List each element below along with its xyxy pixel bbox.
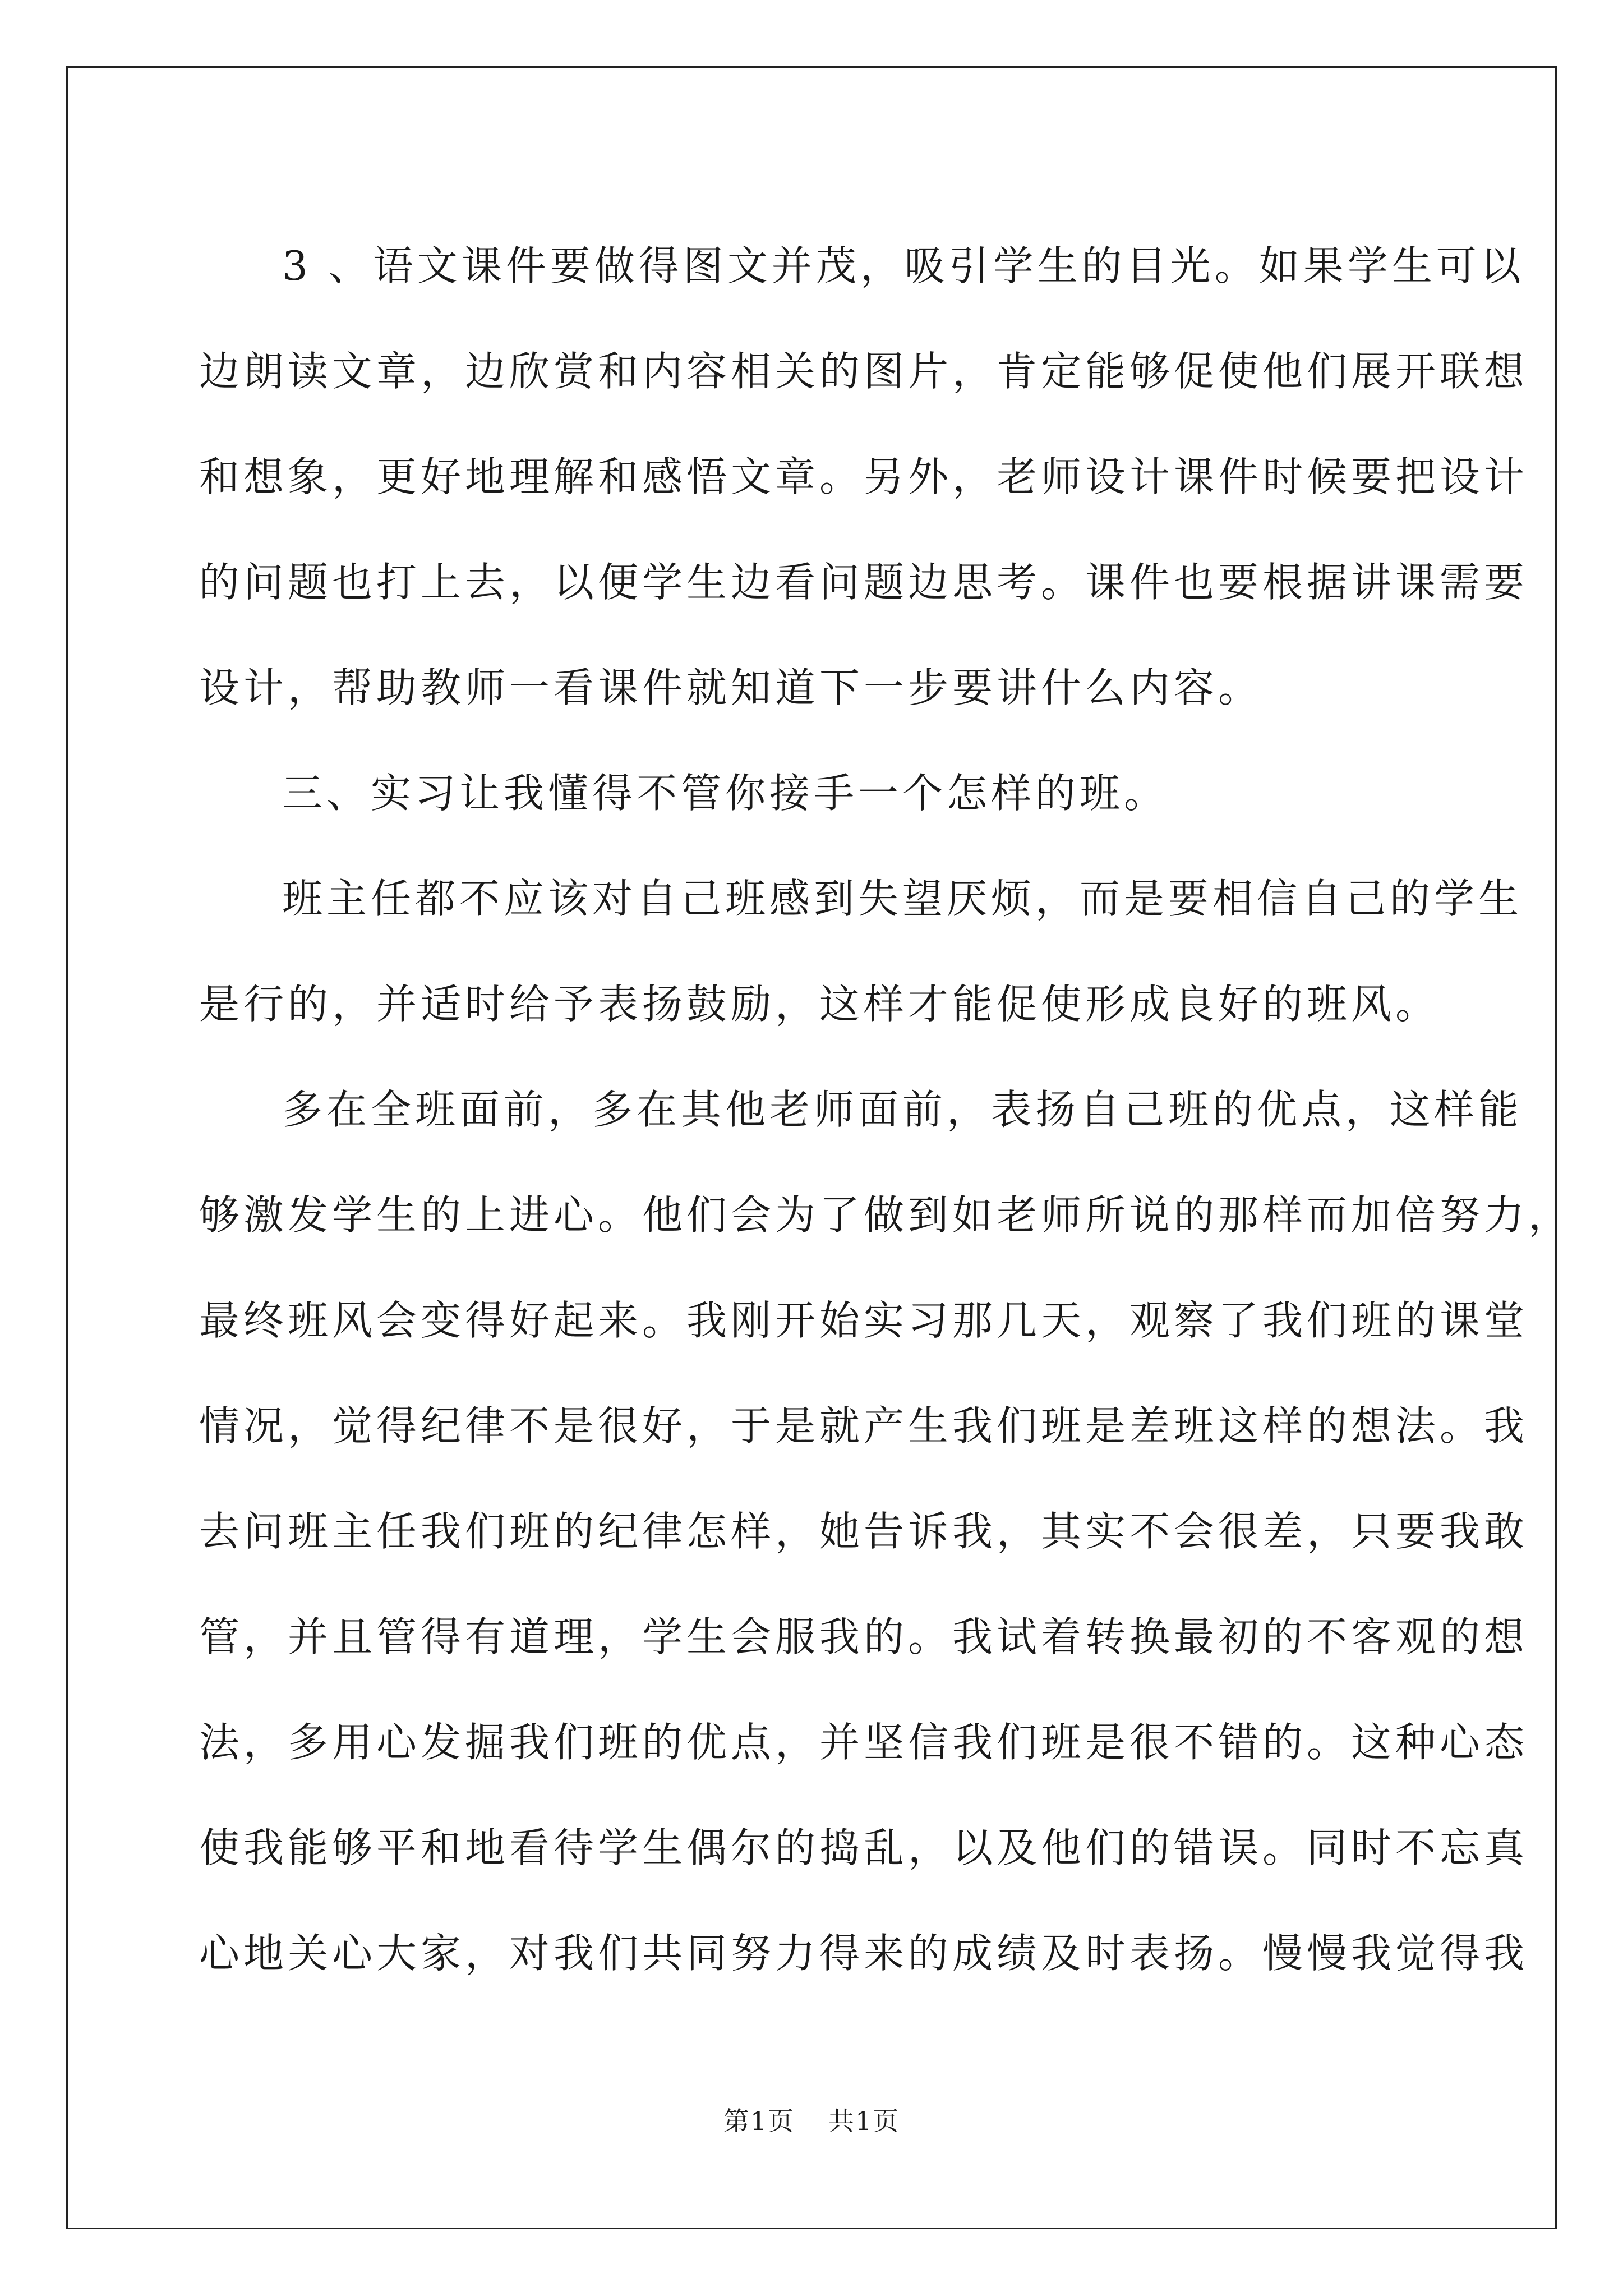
page-current: 第1页 (723, 2106, 795, 2136)
paragraph-1-line-3: 和想象，更好地理解和感悟文章。另外，老师设计课件时候要把设计 (199, 453, 1529, 500)
paragraph-4-line-2: 够激发学生的上进心。他们会为了做到如老师所说的那样而加倍努力， (199, 1191, 1573, 1239)
paragraph-1-line-2: 边朗读文章，边欣赏和内容相关的图片，肯定能够促使他们展开联想 (199, 348, 1529, 395)
page-footer (0, 2101, 1623, 2138)
paragraph-4-line-4: 情况，觉得纪律不是很好，于是就产生我们班是差班这样的想法。我 (199, 1402, 1529, 1450)
paragraph-4-line-5: 去问班主任我们班的纪律怎样，她告诉我，其实不会很差，只要我敢 (199, 1508, 1529, 1555)
paragraph-3-line-1: 班主任都不应该对自己班感到失望厌烦，而是要相信自己的学生 (282, 875, 1523, 922)
paragraph-4-line-3: 最终班风会变得好起来。我刚开始实习那几天，观察了我们班的课堂 (199, 1297, 1529, 1344)
paragraph-1-line-4: 的问题也打上去，以便学生边看问题边思考。课件也要根据讲课需要 (199, 559, 1529, 606)
paragraph-4-line-9: 心地关心大家，对我们共同努力得来的成绩及时表扬。慢慢我觉得我 (199, 1930, 1529, 1977)
paragraph-1-line-1: 3 、语文课件要做得图文并茂，吸引学生的目光。如果学生可以 (282, 242, 1525, 289)
document-body (199, 213, 1573, 2006)
paragraph-2-line-1: 三、实习让我懂得不管你接手一个怎样的班。 (282, 770, 1169, 817)
paragraph-4-line-7: 法，多用心发掘我们班的优点，并坚信我们班是很不错的。这种心态 (199, 1719, 1529, 1766)
paragraph-4-line-1: 多在全班面前，多在其他老师面前，表扬自己班的优点，这样能 (282, 1086, 1523, 1133)
paragraph-3-line-2: 是行的，并适时给予表扬鼓励，这样才能促使形成良好的班风。 (199, 981, 1440, 1028)
paragraph-1-line-5: 设计，帮助教师一看课件就知道下一步要讲什么内容。 (199, 664, 1263, 711)
page-total: 共1页 (828, 2106, 900, 2136)
paragraph-4-line-8: 使我能够平和地看待学生偶尔的捣乱，以及他们的错误。同时不忘真 (199, 1824, 1529, 1871)
paragraph-4-line-6: 管，并且管得有道理，学生会服我的。我试着转换最初的不客观的想 (199, 1613, 1529, 1660)
